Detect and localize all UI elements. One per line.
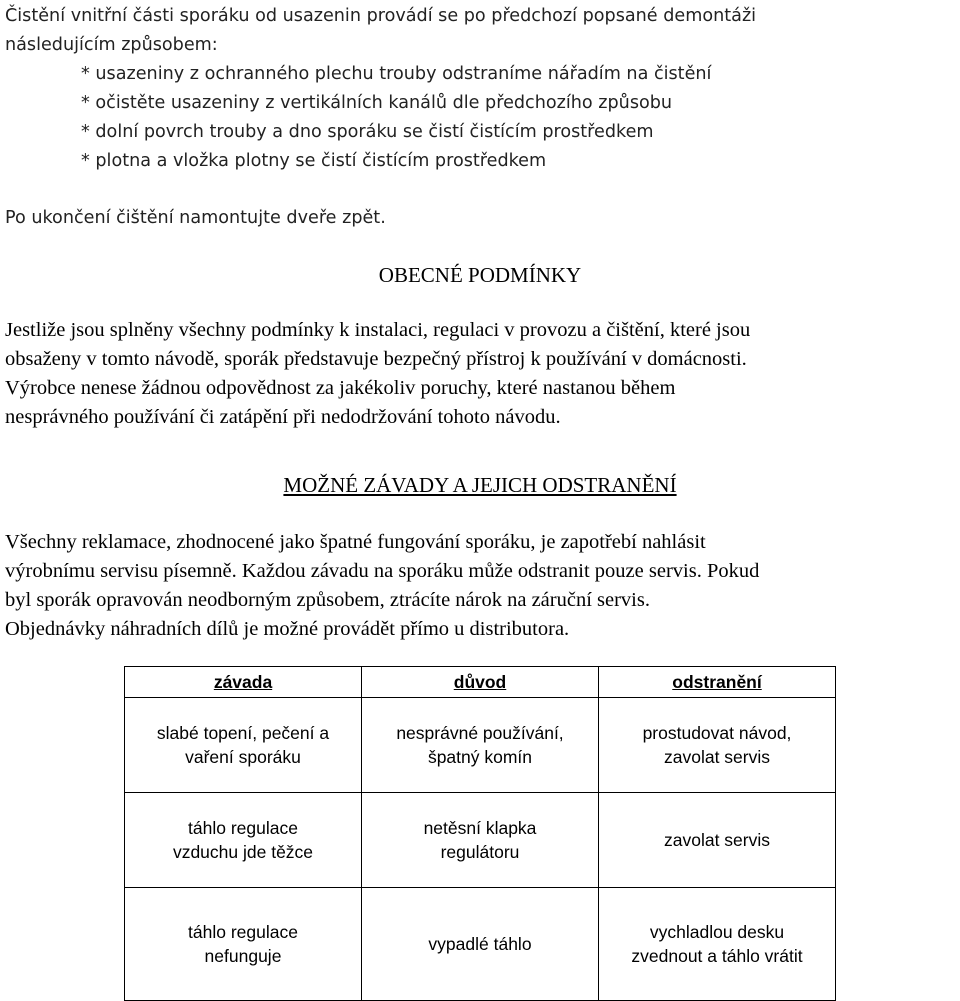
table-cell xyxy=(599,888,836,1001)
table-row xyxy=(125,793,836,888)
table-cell xyxy=(599,793,836,888)
intro-closing: Po ukončení čištění namontujte dveře zpět. xyxy=(5,208,386,228)
faults-section xyxy=(5,528,955,644)
table-header-row xyxy=(125,667,836,698)
cell-text: zavolat servis xyxy=(663,747,770,767)
table-cell xyxy=(125,698,362,793)
cell-text: zvednout a táhlo vrátit xyxy=(631,946,803,966)
intro-bullet-4: * plotna a vložka plotny se čistí čistícím prostředkem xyxy=(81,151,547,171)
table-header-cell: závada xyxy=(125,667,362,698)
cell-text: vychladlou desku xyxy=(649,922,785,942)
cell-text: táhlo regulace xyxy=(188,818,298,838)
faults-line-2: výrobnímu servisu písemně. Každou závadu na sporáku může odstranit pouze servis. Pokud xyxy=(5,560,760,582)
cell-text: zavolat servis xyxy=(663,830,770,850)
table-row xyxy=(125,698,836,793)
intro-line-2: následujícím způsobem: xyxy=(5,35,218,55)
faults-line-4: Objednávky náhradních dílů je možné provádět přímo u distributora. xyxy=(5,618,570,640)
cell-text: slabé topení, pečení a xyxy=(156,723,330,743)
faults-heading: MOŽNÉ ZÁVADY A JEJICH ODSTRANĚNÍ xyxy=(283,473,677,497)
faults-line-1: Všechny reklamace, zhodnocené jako špatné fungování sporáku, je zapotřebí nahlásit xyxy=(5,531,706,553)
cell-text: vaření sporáku xyxy=(185,747,301,767)
table-header-cell: odstranění xyxy=(599,667,836,698)
general-section xyxy=(5,316,955,432)
table-cell xyxy=(125,888,362,1001)
cell-text: vzduchu jde těžce xyxy=(172,842,314,862)
general-p1-line-2: obsaženy v tomto návodě, sporák představuje bezpečný přístroj k používání v domácnosti. xyxy=(5,348,747,370)
general-p2-line-1: Výrobce nenese žádnou odpovědnost za jakékoliv poruchy, které nastanou během xyxy=(5,377,676,399)
cell-text: netěsní klapka xyxy=(423,818,537,838)
intro-bullet-2: * očistěte usazeniny z vertikálních kanálů dle předchozího způsobu xyxy=(81,93,673,113)
general-p2-line-2: nesprávného používání či zatápění při nedodržování tohoto návodu. xyxy=(5,406,561,428)
intro-line-1: Čistění vnitřní části sporáku od usazenin provádí se po předchozí popsané demontáži xyxy=(5,6,757,26)
cell-text: nesprávné používání, xyxy=(396,723,564,743)
cell-text: vypadlé táhlo xyxy=(428,934,532,954)
intro-bullet-1: * usazeniny z ochranného plechu trouby odstraníme nářadím na čistění xyxy=(81,64,712,84)
cell-text: nefunguje xyxy=(204,946,282,966)
cell-text: táhlo regulace xyxy=(188,922,298,942)
cell-text: regulátoru xyxy=(440,842,520,862)
table-cell xyxy=(125,793,362,888)
general-heading: OBECNÉ PODMÍNKY xyxy=(378,263,582,287)
intro-bullet-3: * dolní povrch trouby a dno sporáku se čistí čistícím prostředkem xyxy=(81,122,654,142)
faults-table xyxy=(124,666,836,1001)
cell-text: špatný komín xyxy=(427,747,533,767)
table-header-cell: důvod xyxy=(362,667,599,698)
table-row xyxy=(125,888,836,1001)
table-cell xyxy=(362,793,599,888)
general-p1-line-1: Jestliže jsou splněny všechny podmínky k instalaci, regulaci v provozu a čištění, které jsou xyxy=(5,319,751,341)
faults-line-3: byl sporák opravován neodborným způsobem, ztrácíte nárok na záruční servis. xyxy=(5,589,650,611)
table-cell xyxy=(599,698,836,793)
cell-text: prostudovat návod, xyxy=(642,723,792,743)
table-cell xyxy=(362,888,599,1001)
table-cell xyxy=(362,698,599,793)
intro-section xyxy=(5,2,955,176)
